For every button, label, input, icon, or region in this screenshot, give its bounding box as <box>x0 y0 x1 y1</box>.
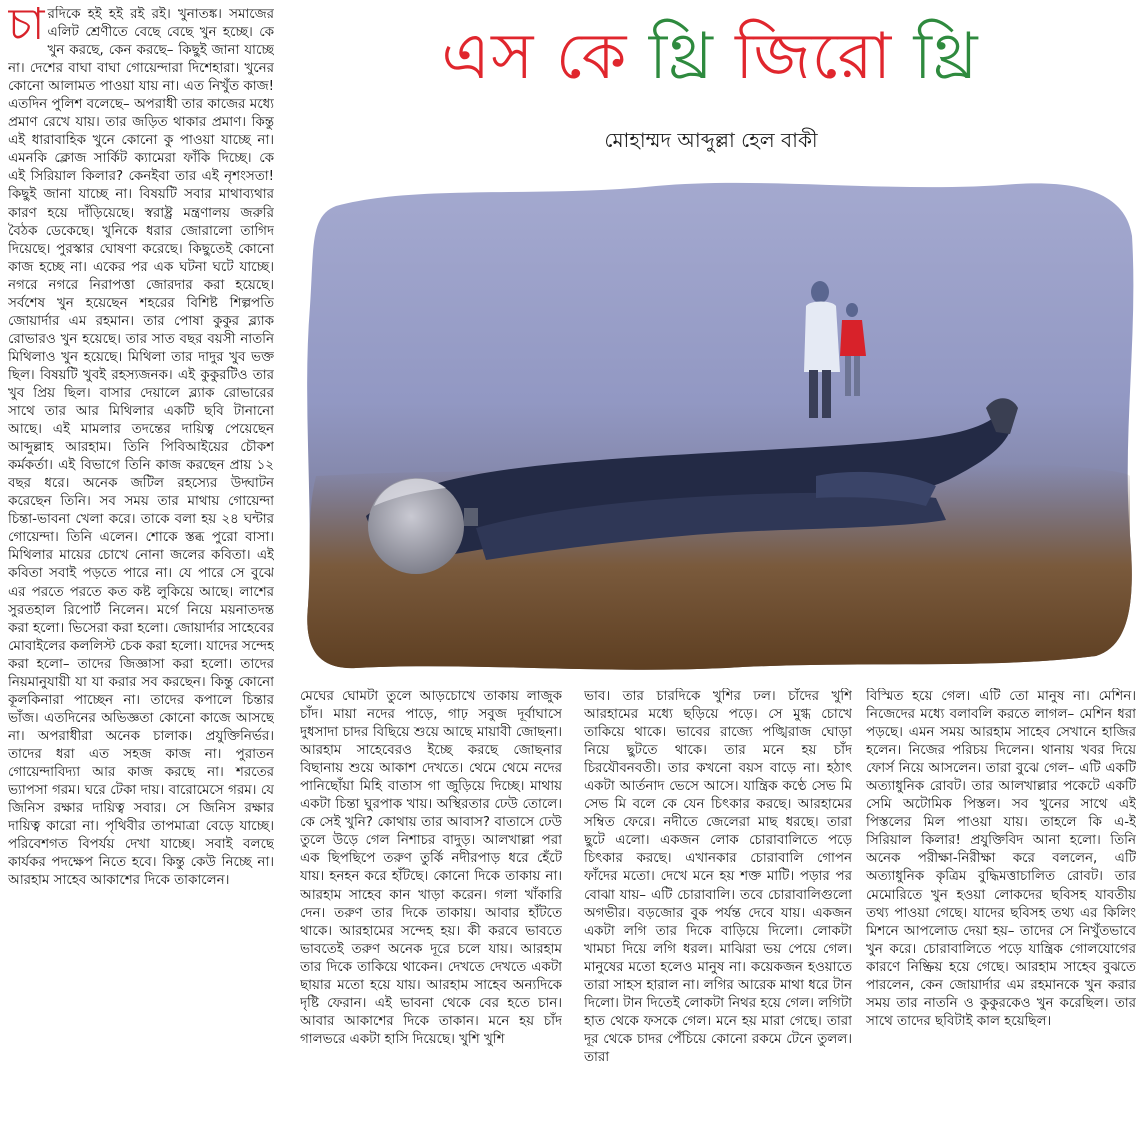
title-part-2: থ্রি <box>648 20 714 94</box>
story-illustration <box>296 176 1138 678</box>
column-3-text: ভাব। তার চারদিকে খুশির ঢল। চাঁদের খুশি আরহামের মধ্যে ছড়িয়ে পড়ে। সে মুগ্ধ চোখে তাকিয়ে থাকে। ভাবের রাজ্যে পঙ্খিরাজ ঘোড়া নিয়ে ছুটতে থাকে। তার মনে হয় চাঁদ চিরযৌবনবতী। তার কখনো বয়স বাড়ে না। হঠাৎ একটা আর্তনাদ ভেসে আসে। যান্ত্রিক কণ্ঠে সেভ মি সেভ মি বলে কে যেন চিৎকার করছে। আরহামের সম্বিত ফেরে। নদীতে জেলেরা মাছ ধরছে। তারা ছুটে এলো। একজন লোক চোরাবালিতে পড়ে চিৎকার করছে। এখানকার চোরাবালি গোপন ফাঁদের মতো। দেখে মনে হয় শক্ত মাটি। পড়ার পর বোঝা যায়– এটি চোরাবালি। তবে চোরাবালিগুলো অগভীর। বড়জোর বুক পর্যন্ত দেবে যায়। একজন একটা লগি তার দিকে বাড়িয়ে দিলো। লোকটা খামচা দিয়ে লগি ধরল। মাঝিরা ভয় পেয়ে গেল। মানুষের মতো হলেও মানুষ না। কয়েকজন হওয়াতে তারা সাহস হারাল না। লগির আরেক মাথা ধরে টান দিলো। টান দিতেই লোকটা নিথর হয়ে গেল। লগিটা হাত থেকে ফসকে গেল। মনে হয় মারা গেছে। তারা দূর থেকে চাদর পেঁচিয়ে কোনো রকমে টেনে তুলল। তারা <box>584 689 852 1065</box>
drop-cap: চা <box>8 6 45 50</box>
column-1-text: রদিকে হই হই রই রই। খুনাতঙ্ক। সমাজের এলিট শ্রেণীতে বেছে বেছে খুন হচ্ছে। কে খুন করছে, কেন করছে– কিছুই জানা যাচ্ছে না। দেশের বাঘা বাঘা গোয়েন্দারা দিশেহারা। খুনের কোনো আলামত পাওয়া যায় না। এত নিখুঁত কাজ! এতদিন পুলিশ বলেছে– অপরাধী তার কাজের মধ্যে প্রমাণ রেখে যায়। তার জড়িত থাকার প্রমাণ। কিন্তু এই ধারাবাহিক খুনে কোনো কু পাওয়া যাচ্ছে না। এমনকি ক্লোজ সার্কিট ক্যামেরা ফাঁকি দিচ্ছে। কে এই সিরিয়াল কিলার? কেনইবা তার এই নৃশংসতা! কিছুই জানা যাচ্ছে না। বিষয়টি সবার মাথাব্যথার কারণ হয়ে দাঁড়িয়েছে। স্বরাষ্ট্র মন্ত্রণালয় জরুরি বৈঠক ডেকেছে। খুনিকে ধরার জোরালো তাগিদ দিয়েছে। পুরস্কার ঘোষণা করেছে। কিছুতেই কোনো কাজ হচ্ছে না। একের পর এক ঘটনা ঘটে যাচ্ছে। নগরে নগরে নিরাপত্তা জোরদার করা হয়েছে। সর্বশেষ খুন হয়েছেন শহরের বিশিষ্ট শিল্পপতি জোয়ার্দার এম রহমান। তার পোষা কুকুর ব্ল্যাক রোভারও খুন হয়েছে। তার সাত বছর বয়সী নাতনি মিথিলাও খুন হয়েছে। মিথিলা তার দাদুর খুব ভক্ত ছিল। বিষয়টি খুবই রহস্যজনক। এই কুকুরটিও তার খুব প্রিয় ছিল। বাসার দেয়ালে ব্ল্যাক রোভারের সাথে তার আর মিথিলার একটি ছবি টানানো আছে। এই মামলার তদন্তের দায়িত্ব পেয়েছেন আব্দুল্লাহ আরহাম। তিনি পিবিআইয়ের চৌকশ কর্মকর্তা। এই বিভাগে তিনি কাজ করছেন প্রায় ১২ বছর ধরে। অনেক জটিল রহস্যের উদ্ঘাটন করেছেন তিনি। সব সময় তার মাথায় গোয়েন্দা চিন্তা-ভাবনা খেলা করে। তাকে বলা হয় ২৪ ঘন্টার গোয়েন্দা। তিনি এলেন। শোকে স্তব্ধ পুরো বাসা। মিথিলার মায়ের চোখে নোনা জলের কবিতা। এই কবিতা সবাই পড়তে পারে না। যে পারে সে বুঝে এর পরতে পরতে কত কষ্ট লুকিয়ে আছে। লাশের সুরতহাল রিপোর্ট নিলেন। মর্গে নিয়ে ময়নাতদন্ত করা হলো। ভিসেরা করা হলো। জোয়ার্দার সাহেবের মোবাইলের কললিস্ট চেক করা হলো। যাদের সন্দেহ করা হলো– তাদের জিজ্ঞাসা করা হলো। তাদের নিয়মানুযায়ী যা যা করার সব করছেন। কিন্তু কোনো কূলকিনারা পাচ্ছেন না। তাদের কপালে চিন্তার ভাঁজ। এতদিনের অভিজ্ঞতা কোনো কাজে আসছে না। অপরাধীরা অনেক চালাক। প্রযুক্তিনির্ভর। তাদের ধরা এত সহজ কাজ না। পুরাতন গোয়েন্দাবিদ্যা আর কাজ করছে না। শরতের ভ্যাপসা গরম। ঘরে টেকা দায়। বারোমেসে গরম। যে জিনিস রক্ষার দায়িত্ব সবার। সে জিনিস রক্ষার দায়িত্ব কারো না। পৃথিবীর তাপমাত্রা বেড়ে যাচ্ছে। পরিবেশগত বিপর্যয় দেখা যাচ্ছে। সবাই বলছে কার্যকর পদক্ষেপ নিতে হবে। কিন্তু কেউ নিচ্ছে না। আরহাম সাহেব আকাশের দিকে তাকালেন। <box>8 7 274 889</box>
article-column-1 <box>8 6 274 1144</box>
author-byline: মোহাম্মদ আব্দুল্লা হেল বাকী <box>604 128 818 152</box>
title-part-4: থ্রি <box>913 20 979 94</box>
column-4-text: বিস্মিত হয়ে গেল। এটি তো মানুষ না। মেশিন। নিজেদের মধ্যে বলাবলি করতে লাগল– মেশিন ধরা পড়ছে। এমন সময় আরহাম সাহেব সেখানে হাজির হলেন। নিজের পরিচয় দিলেন। থানায় খবর দিয়ে ফোর্স নিয়ে আসলেন। তারা বুঝে গেল– এটি একটি অত্যাধুনিক রোবট। তার আলখাল্লার পকেটে একটি সেমি অটোমিক পিস্তল। সব খুনের সাথে এই পিস্তলের মিল পাওয়া যায়। তাহলে কি এ-ই সিরিয়াল কিলার! প্রযুক্তিবিদ আনা হলো। তিনি অনেক পরীক্ষা-নিরীক্ষা করে বললেন, এটি অত্যাধুনিক কৃত্রিম বুদ্ধিমত্তাচালিত রোবট। তার মেমোরিতে খুন হওয়া লোকদের ছবিসহ যাবতীয় তথ্য পাওয়া গেছে। যাদের ছবিসহ তথ্য এর কিলিং মিশনে আপলোড দেয়া হয়– তাদের সে নিখুঁতভাবে খুন করে। চোরাবালিতে পড়ে যান্ত্রিক গোলযোগের কারণে নিষ্ক্রিয় হয়ে গেছে। আরহাম সাহেব বুঝতে পারলেন, কেন জোয়ার্দার এম রহমানকে খুন করার সময় তার নাতনি ও কুকুরকেও খুন করেছিল। তার সাথে তাদের ছবিটাই কাল হয়েছিল। <box>866 689 1136 1029</box>
article-column-4 <box>866 688 1136 1144</box>
title-part-1: এস কে <box>441 20 649 94</box>
title-part-3: জিরো <box>713 20 914 94</box>
column-2-text: মেঘের ঘোমটা তুলে আড়চোখে তাকায় লাজুক চাঁদ। মায়া নদের পাড়ে, গাঢ় সবুজ দূর্বাঘাসে দুধসাদা চাদর বিছিয়ে শুয়ে আছে মায়াবী জোছনা। আরহাম সাহেবেরও ইচ্ছে করছে জোছনার বিছানায় শুয়ে আকাশ দেখতে। থেমে থেমে নদের পানিছোঁয়া মিহি বাতাস গা জুড়িয়ে দিচ্ছে। মাথায় একটা চিন্তা ঘুরপাক খায়। অস্থিরতার ঢেউ তোলে। কে সেই খুনি? কোথায় তার আবাস? বাতাসে ঢেউ তুলে উড়ে গেল নিশাচর বাদুড়। আলখাল্লা পরা এক ছিপছিপে তরুণ তুর্কি নদীরপাড় ধরে হেঁটে যায়। হনহন করে হাঁটছে। কোনো দিকে তাকায় না। আরহাম সাহেব কান খাড়া করেন। গলা খাঁকারি দেন। তরুণ তার দিকে তাকায়। আবার হাঁটতে থাকে। আরহামের সন্দেহ হয়। কী করবে ভাবতে ভাবতেই তরুণ অনেক দূরে চলে যায়। আরহাম তার দিকে তাকিয়ে থাকেন। দেখতে দেখতে একটা ছায়ার মতো হয়ে যায়। আরহাম সাহেব অন্যদিকে দৃষ্টি ফেরান। এই ভাবনা থেকে বের হতে চান। আবার আকাশের দিকে তাকান। মনে হয় চাঁদ গালভরে একটা হাসি দিয়েছে। খুশি খুশি <box>300 689 562 1047</box>
story-title <box>380 18 1040 96</box>
article-column-2 <box>300 688 562 1144</box>
article-column-3 <box>584 688 852 1144</box>
